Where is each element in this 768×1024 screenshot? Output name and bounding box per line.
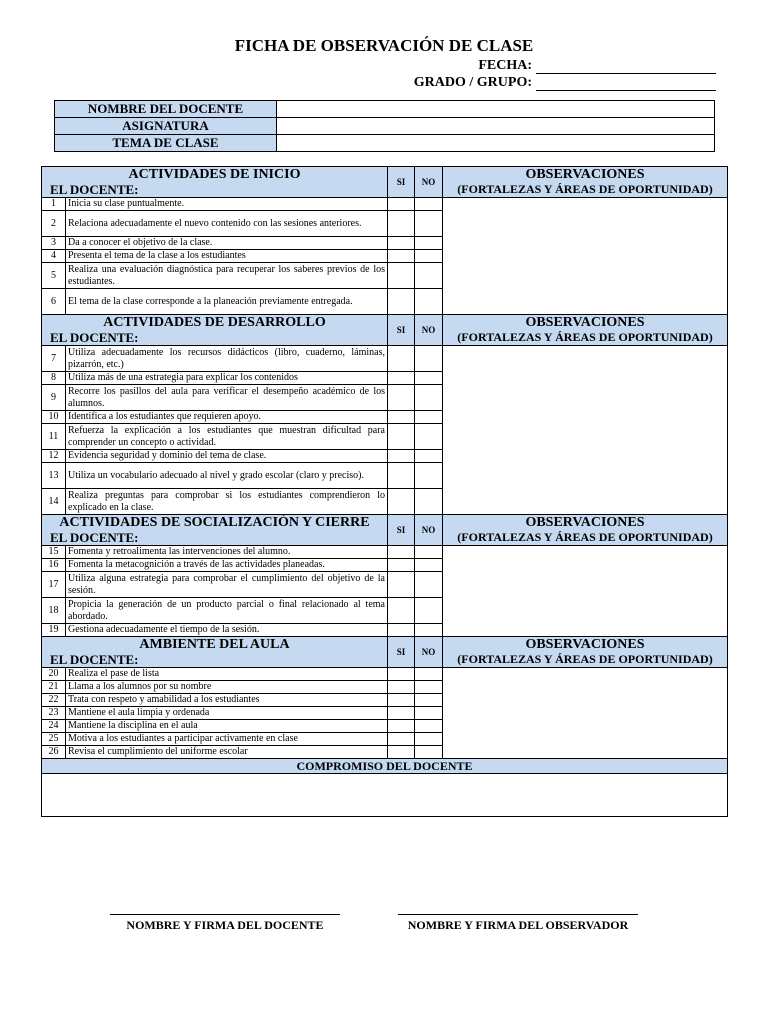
criterion-number: 15 bbox=[42, 546, 66, 559]
criterion-number: 24 bbox=[42, 720, 66, 733]
no-checkbox[interactable] bbox=[415, 546, 443, 559]
observation-table bbox=[41, 166, 728, 817]
section-header bbox=[42, 637, 728, 668]
no-checkbox[interactable] bbox=[415, 559, 443, 572]
criterion-text: Revisa el cumplimiento del uniforme escolar bbox=[66, 746, 388, 759]
criterion-number: 2 bbox=[42, 211, 66, 237]
no-header: NO bbox=[415, 315, 443, 346]
observaciones-field[interactable] bbox=[443, 346, 728, 515]
criterion-number: 5 bbox=[42, 263, 66, 289]
section-title-cell bbox=[42, 515, 388, 546]
observaciones-field[interactable] bbox=[443, 546, 728, 637]
no-checkbox[interactable] bbox=[415, 263, 443, 289]
section-docente-label: EL DOCENTE: bbox=[50, 652, 139, 667]
criterion-text: Propicia la generación de un producto parcial o final relacionado al tema abordado. bbox=[66, 598, 388, 624]
criterion-text: Inicia su clase puntualmente. bbox=[66, 198, 388, 211]
criterion-text: Mantiene el aula limpia y ordenada bbox=[66, 707, 388, 720]
grado-line[interactable] bbox=[536, 77, 716, 91]
criterion-number: 6 bbox=[42, 289, 66, 315]
criterion-number: 1 bbox=[42, 198, 66, 211]
tema-field[interactable] bbox=[277, 135, 715, 152]
si-checkbox[interactable] bbox=[388, 263, 415, 289]
section-title-cell bbox=[42, 167, 388, 198]
grado-field[interactable] bbox=[414, 75, 716, 91]
si-checkbox[interactable] bbox=[388, 489, 415, 515]
no-checkbox[interactable] bbox=[415, 720, 443, 733]
observaciones-field[interactable] bbox=[443, 668, 728, 759]
criterion-row bbox=[42, 346, 728, 372]
criterion-number: 13 bbox=[42, 463, 66, 489]
criterion-text: Da a conocer el objetivo de la clase. bbox=[66, 237, 388, 250]
criterion-number: 12 bbox=[42, 450, 66, 463]
no-checkbox[interactable] bbox=[415, 289, 443, 315]
si-checkbox[interactable] bbox=[388, 598, 415, 624]
section-title-cell bbox=[42, 637, 388, 668]
observaciones-subtitle: (FORTALEZAS Y ÁREAS DE OPORTUNIDAD) bbox=[457, 182, 713, 196]
no-checkbox[interactable] bbox=[415, 211, 443, 237]
observaciones-field[interactable] bbox=[443, 198, 728, 315]
observaciones-title: OBSERVACIONES bbox=[525, 637, 645, 652]
section-title-cell bbox=[42, 315, 388, 346]
observaciones-subtitle: (FORTALEZAS Y ÁREAS DE OPORTUNIDAD) bbox=[457, 530, 713, 544]
no-header: NO bbox=[415, 515, 443, 546]
criterion-text: Recorre los pasillos del aula para verificar el desempeño académico de los alumnos. bbox=[66, 385, 388, 411]
asignatura-field[interactable] bbox=[277, 118, 715, 135]
observaciones-subtitle: (FORTALEZAS Y ÁREAS DE OPORTUNIDAD) bbox=[457, 652, 713, 666]
criterion-number: 26 bbox=[42, 746, 66, 759]
section-docente-label: EL DOCENTE: bbox=[50, 530, 139, 545]
si-checkbox[interactable] bbox=[388, 346, 415, 372]
si-checkbox[interactable] bbox=[388, 668, 415, 681]
no-checkbox[interactable] bbox=[415, 624, 443, 637]
no-checkbox[interactable] bbox=[415, 372, 443, 385]
no-checkbox[interactable] bbox=[415, 733, 443, 746]
criterion-number: 22 bbox=[42, 694, 66, 707]
si-checkbox[interactable] bbox=[388, 572, 415, 598]
criterion-text: Evidencia seguridad y dominio del tema de clase. bbox=[66, 450, 388, 463]
observaciones-title: OBSERVACIONES bbox=[525, 167, 645, 182]
criterion-number: 21 bbox=[42, 681, 66, 694]
no-checkbox[interactable] bbox=[415, 411, 443, 424]
si-checkbox[interactable] bbox=[388, 681, 415, 694]
si-checkbox[interactable] bbox=[388, 237, 415, 250]
section-docente-label: EL DOCENTE: bbox=[50, 330, 139, 345]
si-checkbox[interactable] bbox=[388, 450, 415, 463]
criterion-text: Refuerza la explicación a los estudiantes que muestran dificultad para comprender un concepto o actividad. bbox=[66, 424, 388, 450]
criterion-number: 9 bbox=[42, 385, 66, 411]
si-header: SI bbox=[388, 637, 415, 668]
si-checkbox[interactable] bbox=[388, 559, 415, 572]
compromiso-field[interactable] bbox=[42, 774, 728, 817]
si-checkbox[interactable] bbox=[388, 250, 415, 263]
no-checkbox[interactable] bbox=[415, 694, 443, 707]
criterion-number: 4 bbox=[42, 250, 66, 263]
si-checkbox[interactable] bbox=[388, 624, 415, 637]
firma-docente-label: NOMBRE Y FIRMA DEL DOCENTE bbox=[110, 914, 340, 933]
section-header bbox=[42, 167, 728, 198]
no-checkbox[interactable] bbox=[415, 250, 443, 263]
si-checkbox[interactable] bbox=[388, 463, 415, 489]
si-checkbox[interactable] bbox=[388, 211, 415, 237]
criterion-text: Presenta el tema de la clase a los estudiantes bbox=[66, 250, 388, 263]
criterion-number: 7 bbox=[42, 346, 66, 372]
compromiso-header bbox=[42, 759, 728, 774]
no-checkbox[interactable] bbox=[415, 746, 443, 759]
si-header: SI bbox=[388, 315, 415, 346]
si-checkbox[interactable] bbox=[388, 411, 415, 424]
si-checkbox[interactable] bbox=[388, 720, 415, 733]
criterion-text: El tema de la clase corresponde a la planeación previamente entregada. bbox=[66, 289, 388, 315]
observaciones-header bbox=[443, 315, 728, 346]
si-checkbox[interactable] bbox=[388, 424, 415, 450]
observaciones-title: OBSERVACIONES bbox=[525, 515, 645, 530]
si-header: SI bbox=[388, 167, 415, 198]
criterion-row bbox=[42, 668, 728, 681]
observaciones-title: OBSERVACIONES bbox=[525, 315, 645, 330]
criterion-text: Fomenta y retroalimenta las intervenciones del alumno. bbox=[66, 546, 388, 559]
si-checkbox[interactable] bbox=[388, 289, 415, 315]
si-checkbox[interactable] bbox=[388, 385, 415, 411]
docente-label: NOMBRE DEL DOCENTE bbox=[55, 101, 277, 118]
compromiso-row bbox=[42, 774, 728, 817]
info-table bbox=[54, 100, 715, 152]
si-checkbox[interactable] bbox=[388, 733, 415, 746]
criterion-text: Fomenta la metacognición a través de las actividades planeadas. bbox=[66, 559, 388, 572]
firma-observador-label: NOMBRE Y FIRMA DEL OBSERVADOR bbox=[398, 914, 638, 933]
grado-label: GRADO / GRUPO: bbox=[413, 75, 532, 90]
criterion-number: 20 bbox=[42, 668, 66, 681]
firma-docente bbox=[110, 914, 340, 933]
docente-field[interactable] bbox=[277, 101, 715, 118]
criterion-text: Mantiene la disciplina en el aula bbox=[66, 720, 388, 733]
no-checkbox[interactable] bbox=[415, 668, 443, 681]
page-title: FICHA DE OBSERVACIÓN DE CLASE bbox=[234, 36, 534, 55]
no-checkbox[interactable] bbox=[415, 681, 443, 694]
observaciones-header bbox=[443, 637, 728, 668]
criterion-row bbox=[42, 546, 728, 559]
criterion-text: Relaciona adecuadamente el nuevo contenido con las sesiones anteriores. bbox=[66, 211, 388, 237]
si-checkbox[interactable] bbox=[388, 746, 415, 759]
no-checkbox[interactable] bbox=[415, 385, 443, 411]
no-header: NO bbox=[415, 167, 443, 198]
criterion-text: Realiza preguntas para comprobar si los estudiantes comprendieron lo explicado en la clase. bbox=[66, 489, 388, 515]
criterion-number: 17 bbox=[42, 572, 66, 598]
compromiso-title: COMPROMISO DEL DOCENTE bbox=[42, 759, 728, 774]
criterion-number: 8 bbox=[42, 372, 66, 385]
si-header: SI bbox=[388, 515, 415, 546]
criterion-text: Gestiona adecuadamente el tiempo de la sesión. bbox=[66, 624, 388, 637]
section-header bbox=[42, 515, 728, 546]
criterion-number: 18 bbox=[42, 598, 66, 624]
si-checkbox[interactable] bbox=[388, 707, 415, 720]
observaciones-header bbox=[443, 167, 728, 198]
no-checkbox[interactable] bbox=[415, 707, 443, 720]
criterion-number: 3 bbox=[42, 237, 66, 250]
criterion-number: 16 bbox=[42, 559, 66, 572]
no-checkbox[interactable] bbox=[415, 346, 443, 372]
no-checkbox[interactable] bbox=[415, 463, 443, 489]
no-checkbox[interactable] bbox=[415, 198, 443, 211]
criterion-text: Motiva a los estudiantes a participar activamente en clase bbox=[66, 733, 388, 746]
section-title: AMBIENTE DEL AULA bbox=[139, 637, 290, 652]
firma-observador bbox=[398, 914, 638, 933]
no-checkbox[interactable] bbox=[415, 450, 443, 463]
no-checkbox[interactable] bbox=[415, 424, 443, 450]
fecha-label: FECHA: bbox=[478, 58, 532, 73]
criterion-text: Utiliza más de una estrategia para explicar los contenidos bbox=[66, 372, 388, 385]
criterion-text: Utiliza alguna estrategia para comprobar el cumplimiento del objetivo de la sesión. bbox=[66, 572, 388, 598]
criterion-number: 23 bbox=[42, 707, 66, 720]
observaciones-subtitle: (FORTALEZAS Y ÁREAS DE OPORTUNIDAD) bbox=[457, 330, 713, 344]
section-title: ACTIVIDADES DE SOCIALIZACIÓN Y CIERRE bbox=[59, 515, 370, 530]
si-checkbox[interactable] bbox=[388, 372, 415, 385]
fecha-field[interactable] bbox=[478, 58, 716, 74]
criterion-text: Realiza el pase de lista bbox=[66, 668, 388, 681]
criterion-text: Realiza una evaluación diagnóstica para recuperar los saberes previos de los estudiantes. bbox=[66, 263, 388, 289]
criterion-text: Utiliza un vocabulario adecuado al nivel y grado escolar (claro y preciso). bbox=[66, 463, 388, 489]
fecha-line[interactable] bbox=[536, 60, 716, 74]
observaciones-header bbox=[443, 515, 728, 546]
si-checkbox[interactable] bbox=[388, 546, 415, 559]
no-checkbox[interactable] bbox=[415, 237, 443, 250]
no-header: NO bbox=[415, 637, 443, 668]
asignatura-label: ASIGNATURA bbox=[55, 118, 277, 135]
si-checkbox[interactable] bbox=[388, 694, 415, 707]
criterion-text: Trata con respeto y amabilidad a los estudiantes bbox=[66, 694, 388, 707]
tema-label: TEMA DE CLASE bbox=[55, 135, 277, 152]
si-checkbox[interactable] bbox=[388, 198, 415, 211]
section-title: ACTIVIDADES DE DESARROLLO bbox=[103, 315, 326, 330]
section-header bbox=[42, 315, 728, 346]
no-checkbox[interactable] bbox=[415, 489, 443, 515]
criterion-number: 25 bbox=[42, 733, 66, 746]
no-checkbox[interactable] bbox=[415, 572, 443, 598]
no-checkbox[interactable] bbox=[415, 598, 443, 624]
criterion-number: 14 bbox=[42, 489, 66, 515]
criterion-text: Llama a los alumnos por su nombre bbox=[66, 681, 388, 694]
section-docente-label: EL DOCENTE: bbox=[50, 182, 139, 197]
criterion-row bbox=[42, 198, 728, 211]
criterion-number: 10 bbox=[42, 411, 66, 424]
criterion-number: 11 bbox=[42, 424, 66, 450]
criterion-text: Identifica a los estudiantes que requieren apoyo. bbox=[66, 411, 388, 424]
section-title: ACTIVIDADES DE INICIO bbox=[128, 167, 301, 182]
criterion-number: 19 bbox=[42, 624, 66, 637]
criterion-text: Utiliza adecuadamente los recursos didácticos (libro, cuaderno, láminas, pizarrón, etc.) bbox=[66, 346, 388, 372]
